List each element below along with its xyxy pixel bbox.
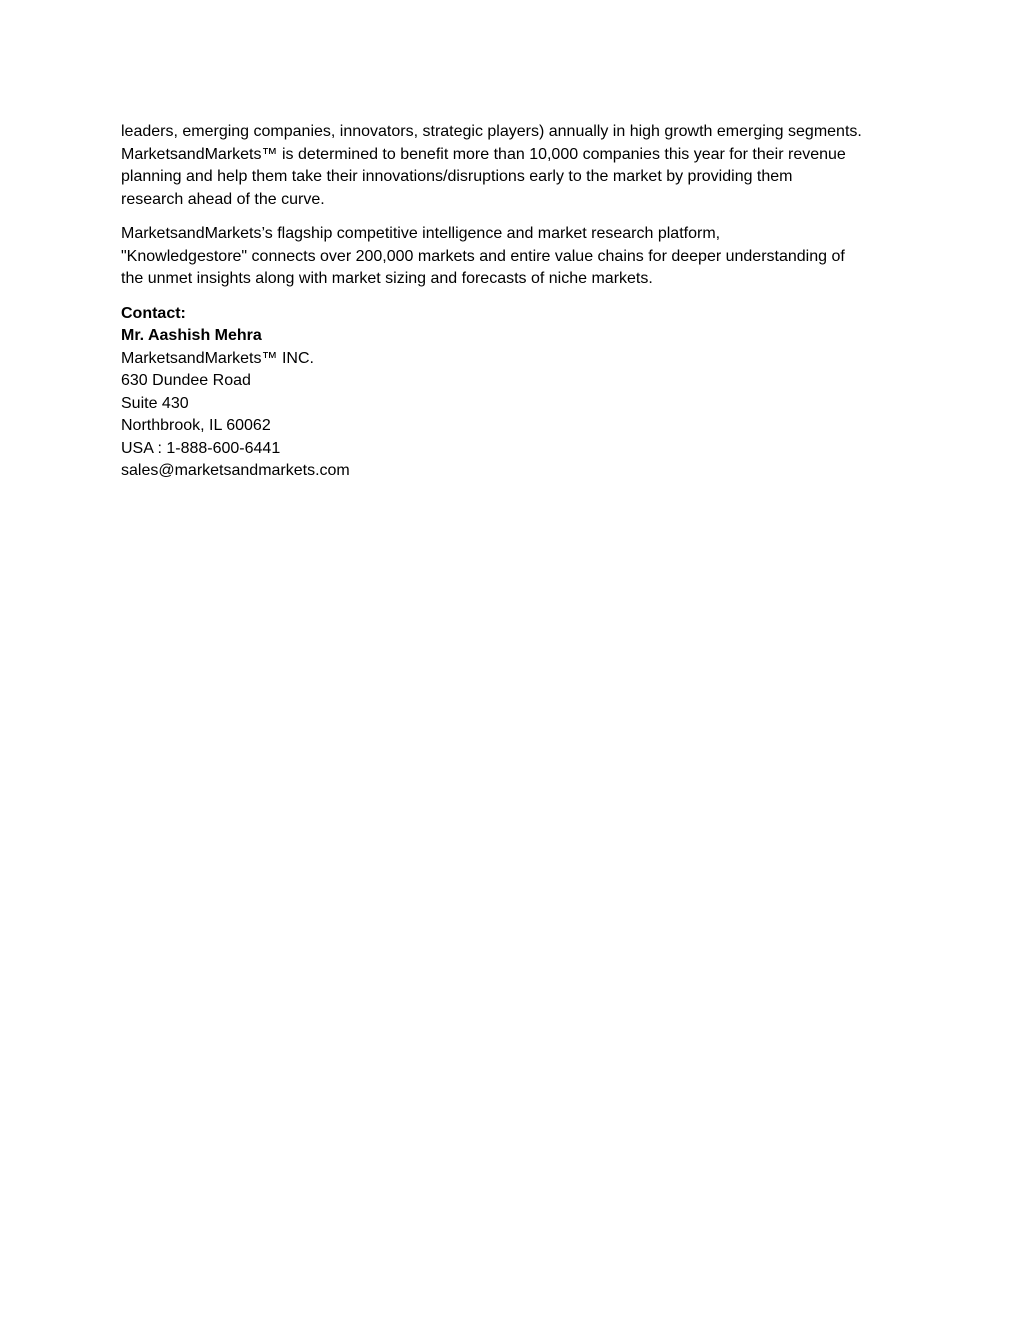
contact-email: sales@marketsandmarkets.com [121, 462, 350, 479]
paragraph-line: leaders, emerging companies, innovators, strategic players) annually in high growth emerging segments. [121, 123, 862, 140]
paragraph-line: planning and help them take their innovations/disruptions early to the market by providing them [121, 168, 793, 185]
contact-address-line2: Suite 430 [121, 394, 189, 412]
document-body [121, 121, 921, 483]
paragraph-line: MarketsandMarkets’s flagship competitive intelligence and market research platform, [121, 225, 721, 242]
contact-address-line1: 630 Dundee Road [121, 372, 251, 389]
contact-phone: USA : 1-888-600-6441 [121, 439, 281, 457]
paragraph-line: the unmet insights along with market sizing and forecasts of niche markets. [121, 270, 653, 287]
paragraph-knowledgestore [121, 223, 921, 291]
paragraph-about [121, 121, 921, 211]
paragraph-line: MarketsandMarkets™ is determined to benefit more than 10,000 companies this year for their revenue [121, 145, 846, 163]
contact-name: Mr. Aashish Mehra [121, 327, 262, 344]
contact-company: MarketsandMarkets™ INC. [121, 349, 314, 367]
contact-block [121, 303, 921, 483]
contact-city-state-zip: Northbrook, IL 60062 [121, 417, 271, 434]
contact-heading: Contact: [121, 304, 186, 322]
paragraph-line: research ahead of the curve. [121, 190, 325, 208]
paragraph-line: "Knowledgestore" connects over 200,000 markets and entire value chains for deeper understanding of [121, 247, 845, 265]
